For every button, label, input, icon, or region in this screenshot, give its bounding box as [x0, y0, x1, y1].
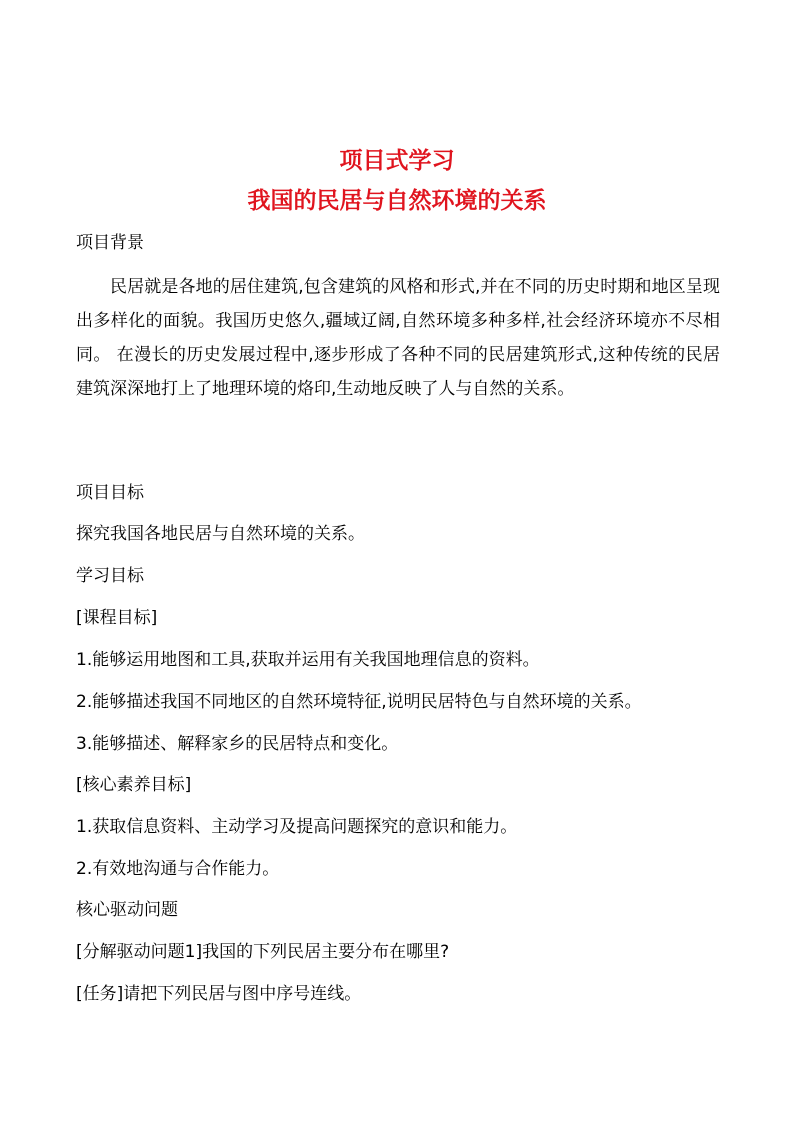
- course-goal-item: 2.能够描述我国不同地区的自然环境特征,说明民居特色与自然环境的关系。: [76, 692, 642, 712]
- background-paragraph: 民居就是各地的居住建筑,包含建筑的风格和形式,并在不同的历史时期和地区呈现出多样化的面貌。我国历史悠久,疆域辽阔,自然环境多种多样,社会经济环境亦不尽相同。 在漫长的历史发展过程中,逐步形成了各种不同的民居建筑形式,这种传统的民居建筑深深地打上了地理环境的烙印,生动地反映了人与自然的关系。: [76, 277, 720, 399]
- learning-heading: 学习目标: [76, 566, 144, 586]
- background-heading: 项目背景: [76, 233, 144, 253]
- driving-question-heading: 核心驱动问题: [76, 900, 178, 920]
- task-text: [任务]请把下列民居与图中序号连线。: [76, 984, 362, 1004]
- goal-heading: 项目目标: [76, 483, 144, 503]
- page-title: 项目式学习: [339, 148, 455, 174]
- course-goal-item: 3.能够描述、解释家乡的民居特点和变化。: [76, 734, 399, 754]
- course-goal-item: 1.能够运用地图和工具,获取并运用有关我国地理信息的资料。: [76, 650, 540, 670]
- core-goal-item: 1.获取信息资料、主动学习及提高问题探究的意识和能力。: [76, 817, 518, 837]
- driving-question-1: [分解驱动问题1]我国的下列民居主要分布在哪里?: [76, 942, 450, 962]
- course-goal-heading: [课程目标]: [76, 608, 158, 628]
- page-subtitle: 我国的民居与自然环境的关系: [247, 188, 547, 214]
- core-goal-heading: [核心素养目标]: [76, 775, 192, 795]
- core-goal-item: 2.有效地沟通与合作能力。: [76, 859, 280, 879]
- goal-text: 探究我国各地民居与自然环境的关系。: [76, 524, 365, 544]
